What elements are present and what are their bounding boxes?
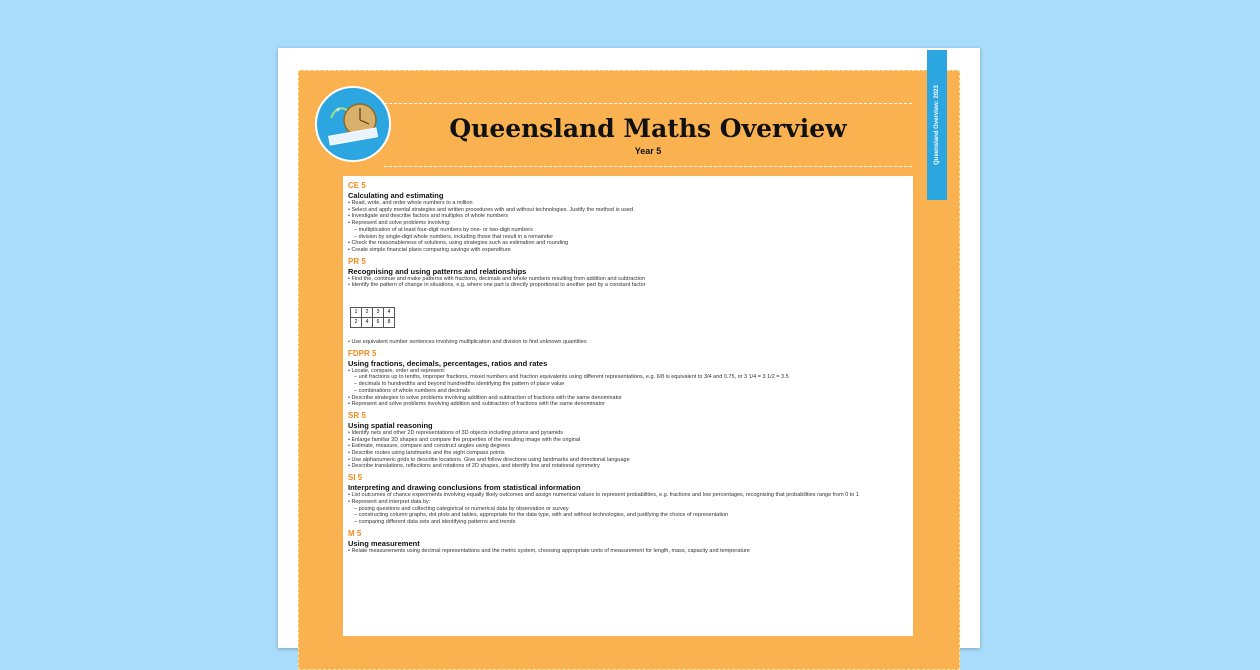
- section-heading: Using fractions, decimals, percentages, ratios and rates: [348, 358, 548, 368]
- section-heading: Interpreting and drawing conclusions from statistical information: [348, 483, 581, 493]
- section-heading: Using measurement: [348, 538, 420, 548]
- section-code: SI 5: [348, 473, 363, 483]
- list-item: • Describe routes using landmarks and the eight compass points: [348, 450, 505, 457]
- list-item: • List outcomes of chance experiments involving equally likely outcomes and assign numerical values to represent probabilities, e.g. fractions and low percentages, recognising that probabilities range from 0 to 1: [348, 492, 859, 499]
- title-band: [384, 103, 912, 167]
- pattern-table: [350, 307, 908, 327]
- list-item: • Use equivalent number sentences involving multiplication and division to find unknown quantities: [348, 339, 587, 346]
- page-title: Queensland Maths Overview: [449, 114, 847, 143]
- list-item: • Identify nets and other 2D representations of 3D objects including prisms and pyramids: [348, 429, 564, 436]
- list-item: – comparing different data sets and identifying patterns and trends: [354, 518, 516, 525]
- list-item: • Investigate and describe factors and multiples of whole numbers: [348, 213, 508, 220]
- section-pr5: [348, 257, 908, 346]
- list-item: • Estimate, measure, compare and construct angles using degrees: [348, 443, 511, 450]
- table-cell: 4: [361, 317, 373, 328]
- list-item: – combinations of whole numbers and decimals: [354, 387, 470, 394]
- section-fdpr5: [348, 349, 908, 408]
- list-item: • Find the, continue and make patterns with fractions, decimals and whole numbers resulting from addition and subtraction: [348, 275, 645, 282]
- table-cell: 6: [372, 317, 384, 328]
- list-item: • Represent and solve problems involving addition and subtraction of fractions with the same denominator: [348, 401, 605, 408]
- section-code: M 5: [348, 528, 362, 538]
- section-heading: Recognising and using patterns and relationships: [348, 266, 527, 276]
- table-cell: 4: [383, 307, 395, 318]
- svg-text:+: +: [335, 106, 341, 114]
- list-item: • Describe translations, reflections and rotations of 2D shapes, and identify line and rotational symmetry: [348, 463, 600, 470]
- list-item: • Select and apply mental strategies and written procedures with and without technologies. Justify the method is used: [348, 206, 634, 213]
- section-sr5: [348, 411, 908, 470]
- list-item: – division by single-digit whole numbers, including those that result in a remainder: [354, 233, 554, 240]
- table-cell: 8: [383, 317, 395, 328]
- table-cell: 2: [350, 317, 362, 328]
- list-item: – decimals to hundredths and beyond hundredths identifying the pattern of place value: [354, 381, 565, 388]
- list-item: • Enlarge familiar 2D shapes and compare the properties of the resulting image with the original: [348, 436, 581, 443]
- list-item: • Locate, compare, order and represent:: [348, 367, 446, 374]
- side-tab: [927, 50, 947, 200]
- table-cell: 1: [350, 307, 362, 318]
- list-item: • Represent and solve problems involving:: [348, 220, 451, 227]
- maths-logo: [315, 86, 391, 162]
- list-item: – multiplication of at least four-digit numbers by one- or two-digit numbers: [354, 226, 533, 233]
- list-item: – posing questions and collecting categorical or numerical data by observation or survey: [354, 505, 569, 512]
- list-item: • Use alphanumeric grids to describe locations. Give and follow directions using landmarks and directional language: [348, 456, 630, 463]
- list-item: • Identify the pattern of change in situations, e.g. where one part is directly proportional to another part by a constant factor: [348, 282, 646, 289]
- list-item: • Read, write, and order whole numbers to a million: [348, 200, 473, 206]
- section-code: FDPR 5: [348, 348, 377, 358]
- section-m5: [348, 529, 908, 555]
- list-item: • Describe strategies to solve problems involving addition and subtraction of fractions with the same denominator: [348, 394, 623, 401]
- section-ce5: [348, 181, 908, 254]
- section-heading: Calculating and estimating: [348, 191, 444, 200]
- clock-ruler-icon: [317, 88, 389, 160]
- table-cell: 2: [361, 307, 373, 318]
- list-item: • Create simple financial plans comparing savings with expenditure: [348, 246, 511, 253]
- page-subtitle: Year 5: [634, 146, 662, 156]
- section-code: SR 5: [348, 410, 366, 420]
- side-tab-label: Queensland Overview: 2023: [934, 85, 940, 165]
- section-code: PR 5: [348, 256, 366, 266]
- section-code: CE 5: [348, 181, 366, 190]
- list-item: – unit fractions up to tenths, improper fractions, mixed numbers and fraction equivalents using different representations, e.g. 6/8 is equivalent to 3/4 and 0.75, or 3 1/4 = 3 1/2 = 3.5: [354, 374, 789, 381]
- list-item: – constructing column graphs, dot plots and tables, appropriate for the data type, with and without technologies, and justifying the choice of representation: [354, 512, 729, 519]
- list-item: • Relate measurements using decimal representations and the metric system, choosing appropriate units of measurement for length, mass, capacity and temperature: [348, 547, 750, 554]
- list-item: • Represent and interpret data by:: [348, 498, 431, 505]
- list-item: • Check the reasonableness of solutions, using strategies such as estimation and rounding: [348, 240, 569, 247]
- content-panel: [343, 176, 913, 636]
- section-heading: Using spatial reasoning: [348, 420, 433, 430]
- section-si5: [348, 473, 908, 526]
- table-cell: 3: [372, 307, 384, 318]
